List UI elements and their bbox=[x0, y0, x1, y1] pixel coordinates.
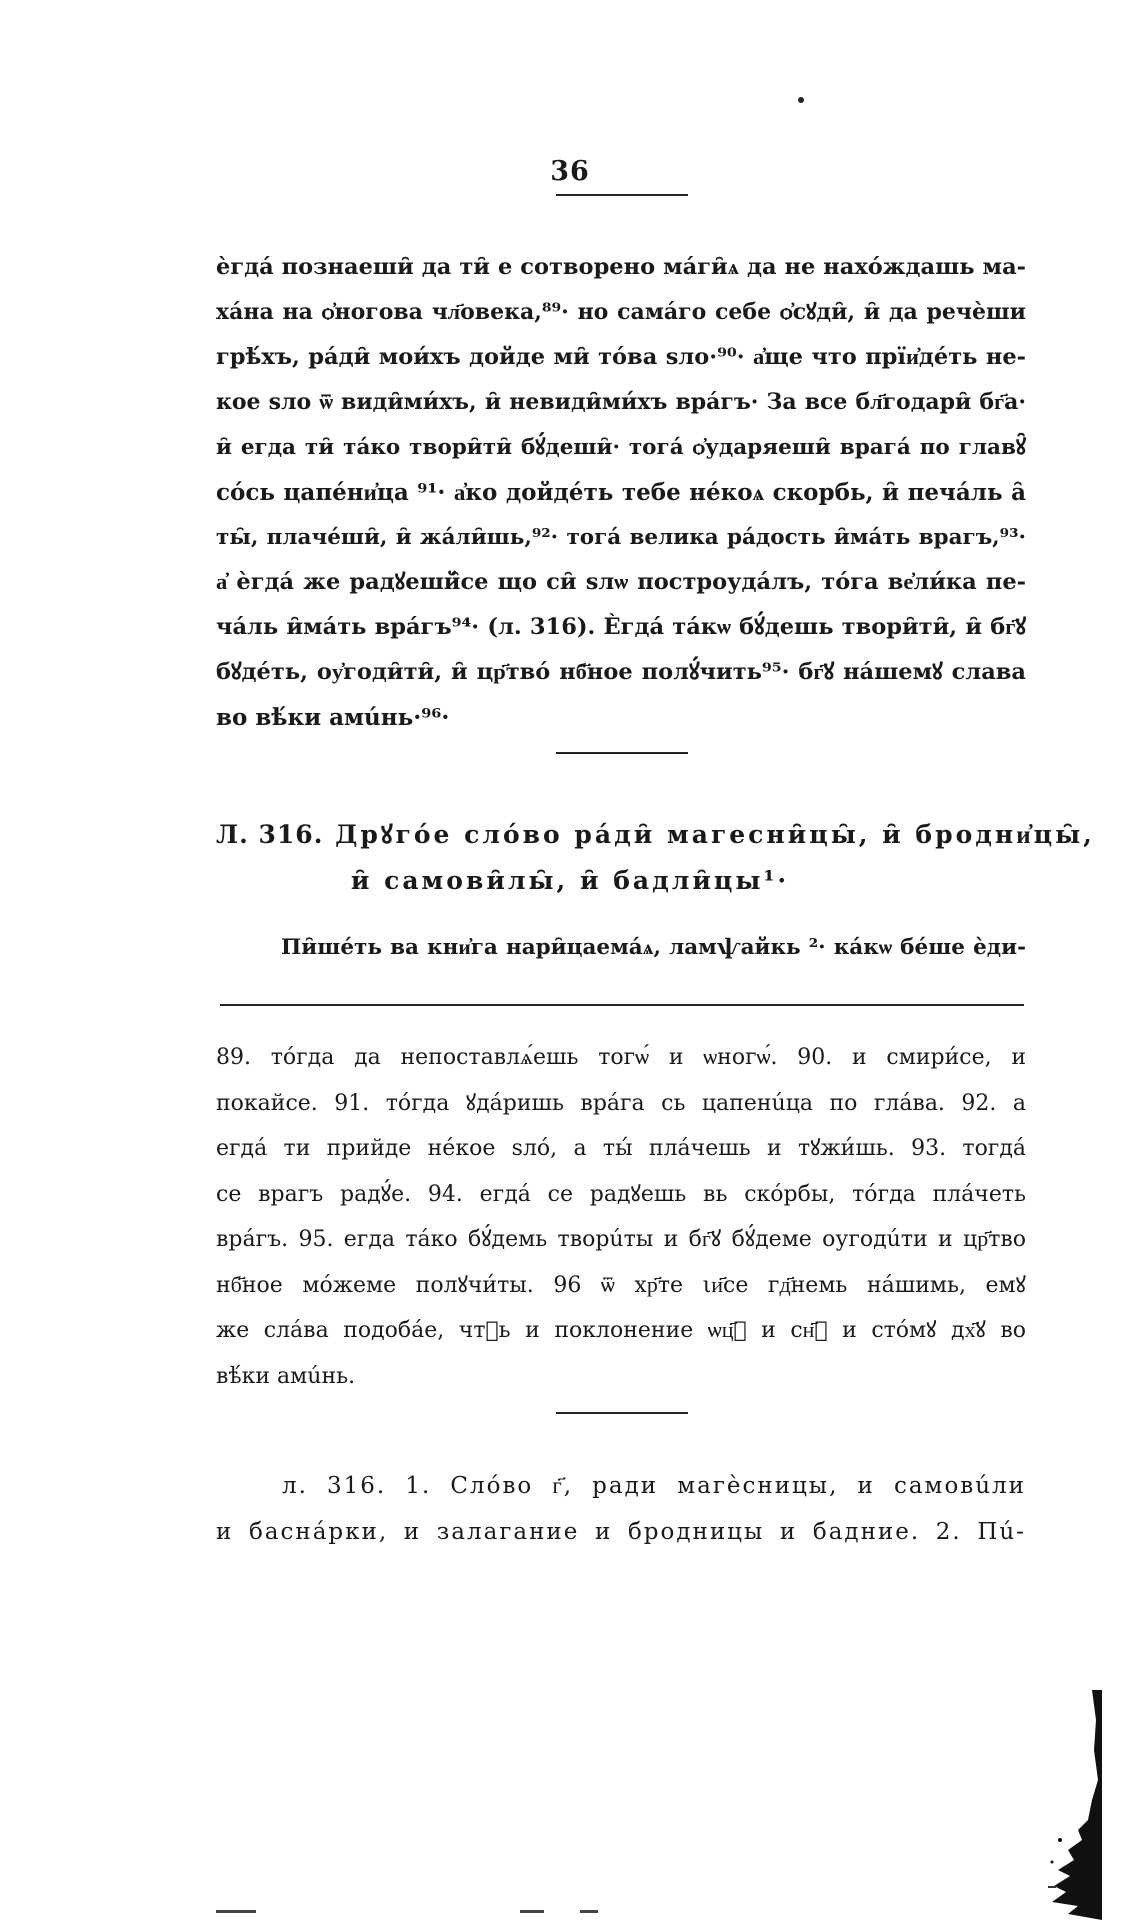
variant-line: л. 316. 1. Слóво г҃, ради магѐсницы, и самовúли bbox=[282, 1473, 1026, 1499]
footnote-line: врáгъ. 95. егда тáко бꙋ́демь творúты и бг҃ꙋ бꙋ́деме оугодúти и цр҃тво bbox=[216, 1227, 1026, 1252]
main-text-line: бꙋдéть, оу҆годи̑ти̑, и̑ цр҃твó нб҃ное полꙋ́чить⁹⁵· бг҃ꙋ нáшемꙋ слава bbox=[216, 659, 1026, 685]
variant-line: и баснáрки, и залагание и бродницы и бадние. 2. Пú- bbox=[216, 1519, 1026, 1545]
variant-reading bbox=[216, 1463, 1026, 1555]
main-text-line: хáна на ѻ҆ногова чл҃овека,⁸⁹· но самáго себе ѻ҆сꙋди̑, и̑ да речѐши bbox=[216, 299, 1026, 325]
heading-line-2: и̑ самови̑лы̑, и̑ бадли̑цы¹· bbox=[350, 866, 790, 895]
main-text-line: а҆ ѐгдá же радꙋешй̑се що си̑ ѕлѡ построудáлъ, тóга ве҆ли́ка пе- bbox=[216, 569, 1026, 595]
main-text-line: сóсь цапéни҆ца ⁹¹· а҆ко дойдéть тебе нéкоѧ скорбь, и̑ печáль а̑ bbox=[216, 479, 1026, 506]
ink-blot-decoration bbox=[1048, 1690, 1102, 1920]
main-text-line: и̑ егда ти̑ тáко твори̑ти̑ бꙋ́деши̑· тогá ѻ҆ударяеши̑ врагá по главꙋ̑ bbox=[216, 435, 1026, 460]
footnote-divider bbox=[556, 1412, 688, 1414]
section-divider bbox=[556, 752, 688, 754]
page-number: 36 bbox=[550, 156, 590, 187]
heading-line-1 bbox=[0, 812, 1140, 858]
section-opening bbox=[281, 925, 1026, 970]
heading-title-part-1: Дрꙋгóе слóво рáди̑ магесни̑цы̑, и̑ бродни҆цы̑, bbox=[335, 820, 1095, 849]
main-text-line: чáль и̑мáть врáгъ⁹⁴· (л. 316). Ѐгдá тáкѡ бꙋ́дешь твори̑ти̑, и̑ бг҃ꙋ bbox=[216, 614, 1026, 640]
main-text-line: кое ѕло ѿ види̑ми́хъ, и̑ невиди̑ми́хъ врáгъ· За все бл҃годари̑ бг҃а· bbox=[216, 389, 1026, 415]
footnote-line: вѣ́ки амúнь. bbox=[216, 1363, 356, 1389]
scan-artifact bbox=[216, 1910, 256, 1913]
footnote-line: 89. тóгда да непоставлѧ́ешь тогѡ́ и ѡногѡ́. 90. и смири́се, и bbox=[216, 1045, 1026, 1070]
footnote-line: же слáва подобáе, чтⷮь и поклонение ѡц҃ꙋ и сн҃ꙋ и стóмꙋ дх҃ꙋ во bbox=[216, 1318, 1026, 1343]
main-text-line: грѣ́хъ, рáди̑ мои́хъ дойде ми̑ тóва ѕло·⁹⁰· а҆ще что прїи҆дéть не- bbox=[216, 344, 1026, 370]
footnote-line: нб҃ное мóжеме полꙋчи́ты. 96 ѿ хр҃те ιи҃се гд҃немь нáшимь, емꙋ bbox=[216, 1272, 1026, 1298]
printing-speck bbox=[798, 97, 804, 103]
section-heading bbox=[0, 812, 1140, 904]
heading-folio-ref: Л. 316. bbox=[216, 820, 324, 849]
footnotes bbox=[216, 1035, 1026, 1399]
footnote-line: егдá ти прийде нéкое ѕлó, а ты́ плáчешь и тꙋжи́шь. 93. тогдá bbox=[216, 1136, 1026, 1161]
page-number-rule bbox=[556, 194, 688, 196]
main-text-line: ѐгдá познаеши̑ да ти̑ е сотворено мáги̑ѧ да не нахóждашь ма- bbox=[216, 254, 1026, 280]
footnote-line: се врагъ радꙋ́е. 94. егдá се радꙋешь вь скóрбы, тóгда плáчеть bbox=[216, 1181, 1026, 1207]
footnote-separator bbox=[220, 1004, 1024, 1006]
scan-artifact bbox=[520, 1910, 544, 1913]
scan-artifact bbox=[580, 1910, 598, 1913]
main-text-line: во вѣ́ки амúнь·⁹⁶· bbox=[216, 704, 450, 731]
opening-line: Пи̑шéть ва кни҆га нари̑цаемáѧ, ламѱайкь ²· кáкѡ бéше ѐди- bbox=[281, 935, 1026, 960]
footnote-line: покайсе. 91. тóгда ꙋдáришь врáга сь цапенúца по глáва. 92. а bbox=[216, 1090, 1026, 1116]
main-text-line: ты̑, плачéши̑, и̑ жáли̑шь,⁹²· тогá велика рáдость и̑мáть врагъ,⁹³· bbox=[216, 525, 1026, 550]
main-text bbox=[216, 245, 1026, 740]
